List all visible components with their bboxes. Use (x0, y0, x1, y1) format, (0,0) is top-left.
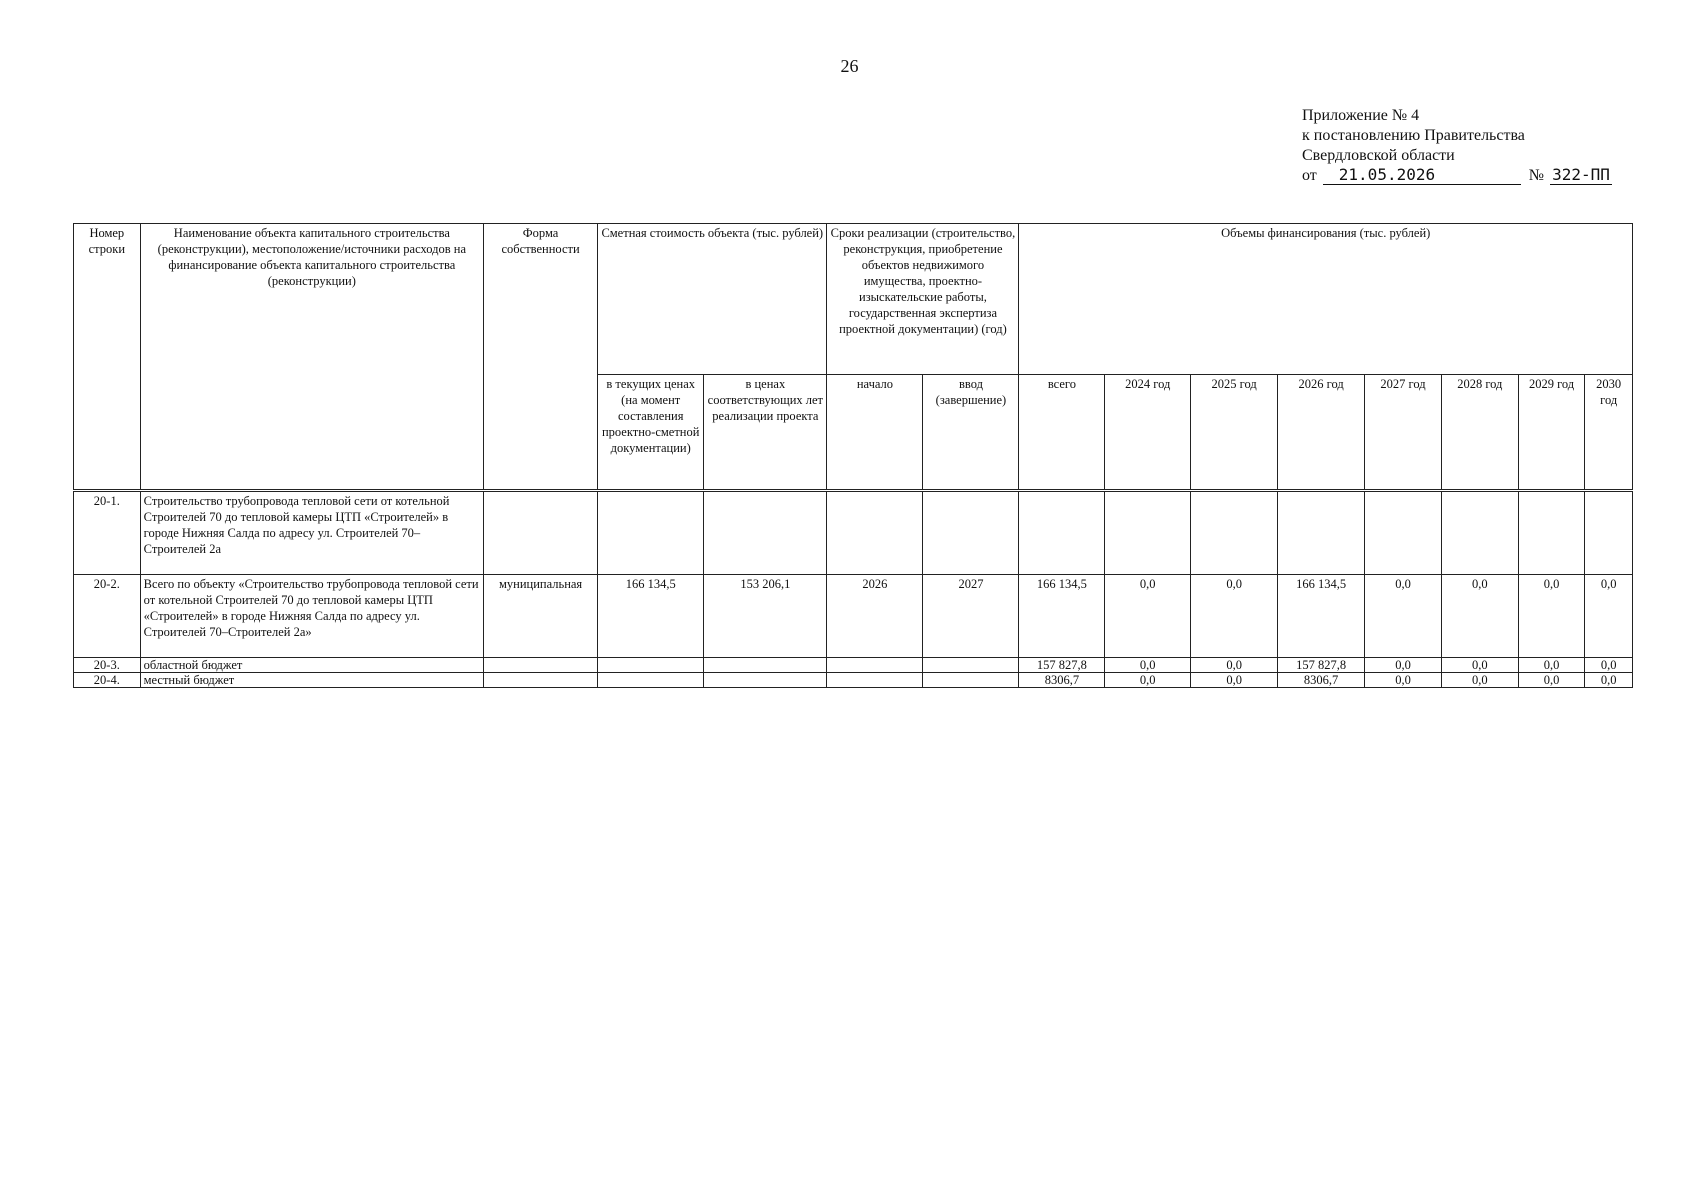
header-start: начало (827, 375, 923, 491)
y2028-cell: 0,0 (1441, 575, 1518, 658)
y2028-cell: 0,0 (1441, 673, 1518, 688)
y2026-cell: 157 827,8 (1278, 658, 1365, 673)
appendix-resolution: к постановлению Правительства (1302, 127, 1525, 144)
y2025-cell: 0,0 (1191, 575, 1278, 658)
cost-years-cell (704, 491, 827, 575)
header-year-2027: 2027 год (1365, 375, 1442, 491)
y2030-cell (1585, 491, 1633, 575)
cost-current-cell (598, 673, 704, 688)
header-ownership: Форма собственности (484, 224, 598, 491)
cost-years-cell (704, 658, 827, 673)
cost-years-cell (704, 673, 827, 688)
header-terms: Сроки реализации (строительство, реконструкция, приобретение объектов недвижимого имущества, проектно-изыскательские работы, государственная экспертиза проектной документации) (год) (827, 224, 1019, 375)
page-number: 26 (840, 56, 859, 76)
y2030-cell: 0,0 (1585, 658, 1633, 673)
header-finish: ввод (завершение) (923, 375, 1019, 491)
y2024-cell: 0,0 (1105, 575, 1191, 658)
y2028-cell (1441, 491, 1518, 575)
table-row (74, 491, 1633, 575)
y2025-cell: 0,0 (1191, 673, 1278, 688)
header-year-2025: 2025 год (1191, 375, 1278, 491)
header-year-2030: 2030 год (1585, 375, 1633, 491)
ownership-cell: муниципальная (484, 575, 598, 658)
row-number: 20-2. (74, 575, 141, 658)
y2024-cell: 0,0 (1105, 658, 1191, 673)
y2025-cell (1191, 491, 1278, 575)
header-row-number: Номер строки (74, 224, 141, 491)
table-row (74, 658, 1633, 673)
header-cost-years: в ценах соответствующих лет реализации проекта (704, 375, 827, 491)
finish-cell (923, 673, 1019, 688)
appendix-block (1302, 106, 1632, 186)
object-name: местный бюджет (140, 673, 483, 688)
y2030-cell: 0,0 (1585, 575, 1633, 658)
start-cell (827, 491, 923, 575)
start-cell (827, 658, 923, 673)
y2029-cell (1518, 491, 1585, 575)
number-value: 322-ПП (1550, 166, 1612, 185)
y2027-cell: 0,0 (1365, 575, 1442, 658)
financing-table (73, 223, 1633, 688)
header-year-2026: 2026 год (1278, 375, 1365, 491)
total-cell: 8306,7 (1019, 673, 1105, 688)
date-value: 21.05.2026 (1323, 166, 1521, 185)
header-year-2024: 2024 год (1105, 375, 1191, 491)
table-row (74, 673, 1633, 688)
header-funding: Объемы финансирования (тыс. рублей) (1019, 224, 1633, 375)
y2029-cell: 0,0 (1518, 575, 1585, 658)
header-estimated-cost: Сметная стоимость объекта (тыс. рублей) (598, 224, 827, 375)
y2028-cell: 0,0 (1441, 658, 1518, 673)
y2024-cell (1105, 491, 1191, 575)
cost-current-cell (598, 658, 704, 673)
y2029-cell: 0,0 (1518, 673, 1585, 688)
header-year-2028: 2028 год (1441, 375, 1518, 491)
date-prefix: от (1302, 167, 1317, 184)
ownership-cell (484, 658, 598, 673)
y2027-cell: 0,0 (1365, 673, 1442, 688)
y2026-cell: 166 134,5 (1278, 575, 1365, 658)
y2024-cell: 0,0 (1105, 673, 1191, 688)
y2026-cell (1278, 491, 1365, 575)
finish-cell: 2027 (923, 575, 1019, 658)
cost-current-cell: 166 134,5 (598, 575, 704, 658)
object-name: областной бюджет (140, 658, 483, 673)
cost-years-cell: 153 206,1 (704, 575, 827, 658)
appendix-title: Приложение № 4 (1302, 107, 1420, 124)
total-cell (1019, 491, 1105, 575)
y2027-cell: 0,0 (1365, 658, 1442, 673)
y2027-cell (1365, 491, 1442, 575)
object-name: Всего по объекту «Строительство трубопровода тепловой сети от котельной Строителей 70 до тепловой камеры ЦТП «Строителей» в городе Нижняя Салда по адресу ул. Строителей 70–Строителей 2а» (140, 575, 483, 658)
total-cell: 166 134,5 (1019, 575, 1105, 658)
y2025-cell: 0,0 (1191, 658, 1278, 673)
appendix-region: Свердловской области (1302, 147, 1455, 164)
ownership-cell (484, 673, 598, 688)
y2026-cell: 8306,7 (1278, 673, 1365, 688)
table-row (74, 575, 1633, 658)
ownership-cell (484, 491, 598, 575)
row-number: 20-4. (74, 673, 141, 688)
y2030-cell: 0,0 (1585, 673, 1633, 688)
y2029-cell: 0,0 (1518, 658, 1585, 673)
cost-current-cell (598, 491, 704, 575)
header-year-2029: 2029 год (1518, 375, 1585, 491)
row-number: 20-1. (74, 491, 141, 575)
total-cell: 157 827,8 (1019, 658, 1105, 673)
start-cell (827, 673, 923, 688)
finish-cell (923, 491, 1019, 575)
header-object-name: Наименование объекта капитального строительства (реконструкции), местоположение/источники расходов на финансирование объекта капитального строительства (реконструкции) (140, 224, 483, 491)
object-name: Строительство трубопровода тепловой сети от котельной Строителей 70 до тепловой камеры ЦТП «Строителей» в городе Нижняя Салда по адресу ул. Строителей 70–Строителей 2а (140, 491, 483, 575)
start-cell: 2026 (827, 575, 923, 658)
appendix-date-line (1302, 166, 1632, 186)
row-number: 20-3. (74, 658, 141, 673)
number-prefix: № (1528, 167, 1545, 184)
finish-cell (923, 658, 1019, 673)
header-total: всего (1019, 375, 1105, 491)
header-cost-current: в текущих ценах (на момент составления проектно-сметной документации) (598, 375, 704, 491)
